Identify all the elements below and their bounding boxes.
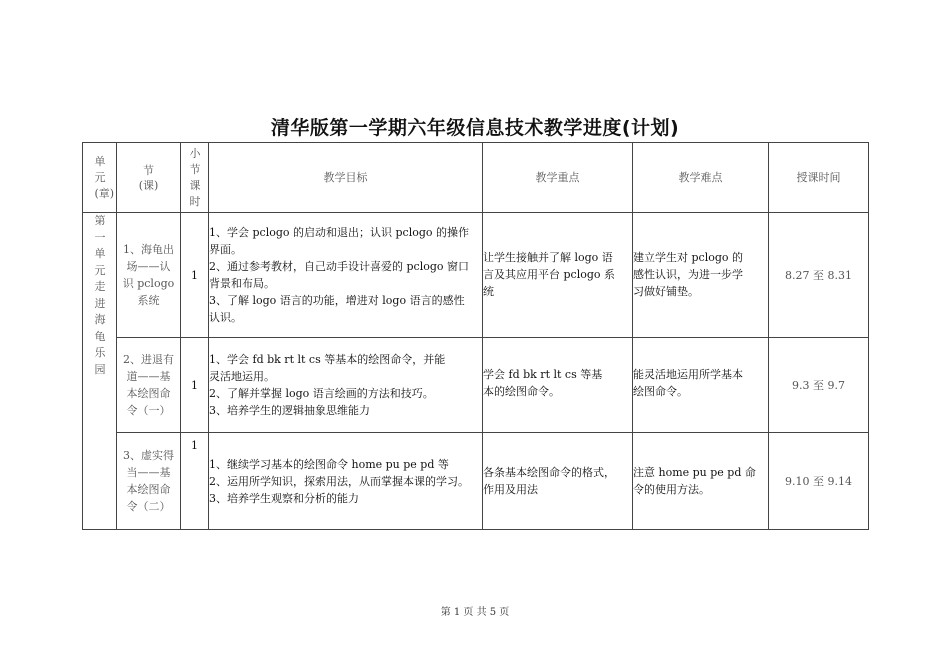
difficulties-cell: 注意 home pu pe pd 命 令的使用方法。 xyxy=(633,433,769,530)
difficulties-cell: 能灵活地运用所学基本 绘图命令。 xyxy=(633,338,769,433)
goals-cell: 1、学会 fd bk rt lt cs 等基本的绘图命令，并能 灵活地运用。 2、了解并掌握 logo 语言绘画的方法和技巧。 3、培养学生的逻辑抽象思维能力 xyxy=(209,338,483,433)
page-footer: 第 1 页 共 5 页 xyxy=(440,607,510,618)
header-goals: 教学目标 xyxy=(209,143,483,213)
section-cell: 3、虚实得 当——基 本绘图命 令（二） xyxy=(117,433,181,530)
section-cell: 1、海龟出 场——认 识 pclogo 系统 xyxy=(117,213,181,338)
teaching-plan-table xyxy=(82,142,869,530)
time-cell: 8.27 至 8.31 xyxy=(769,213,869,338)
header-unit: 单元(章) xyxy=(83,143,117,213)
key-points-cell: 各条基本绘图命令的格式， 作用及用法 xyxy=(483,433,633,530)
header-key-points: 教学重点 xyxy=(483,143,633,213)
hours-cell: 1 xyxy=(181,213,209,338)
table-row xyxy=(83,338,869,433)
header-time: 授课时间 xyxy=(769,143,869,213)
header-row xyxy=(83,143,869,213)
section-cell: 2、进退有 道——基 本绘图命 令（一） xyxy=(117,338,181,433)
table-row xyxy=(83,433,869,530)
header-hours: 小节课时 xyxy=(181,143,209,213)
time-cell: 9.3 至 9.7 xyxy=(769,338,869,433)
document-title: 清华版第一学期六年级信息技术教学进度(计划) xyxy=(270,117,680,139)
goals-cell: 1、学会 pclogo 的启动和退出；认识 pclogo 的操作 界面。 2、通过参考教材，自己动手设计喜爱的 pclogo 窗口 背景和布局。 3、了解 logo 语言的功能，增进对 logo 语言的感性 认识。 xyxy=(209,213,483,338)
unit-name-cell: 第一单元走进海龟乐园 xyxy=(83,213,117,530)
header-section: 节 (课) xyxy=(117,143,181,213)
difficulties-cell: 建立学生对 pclogo 的 感性认识，为进一步学 习做好铺垫。 xyxy=(633,213,769,338)
table-row xyxy=(83,213,869,338)
goals-cell: 1、继续学习基本的绘图命令 home pu pe pd 等 2、运用所学知识，探索用法，从而掌握本课的学习。 3、培养学生观察和分析的能力 xyxy=(209,433,483,530)
key-points-cell: 让学生接触并了解 logo 语 言及其应用平台 pclogo 系 统 xyxy=(483,213,633,338)
hours-cell: 1 xyxy=(181,433,209,530)
hours-cell: 1 xyxy=(181,338,209,433)
time-cell: 9.10 至 9.14 xyxy=(769,433,869,530)
key-points-cell: 学会 fd bk rt lt cs 等基 本的绘图命令。 xyxy=(483,338,633,433)
header-difficulties: 教学难点 xyxy=(633,143,769,213)
